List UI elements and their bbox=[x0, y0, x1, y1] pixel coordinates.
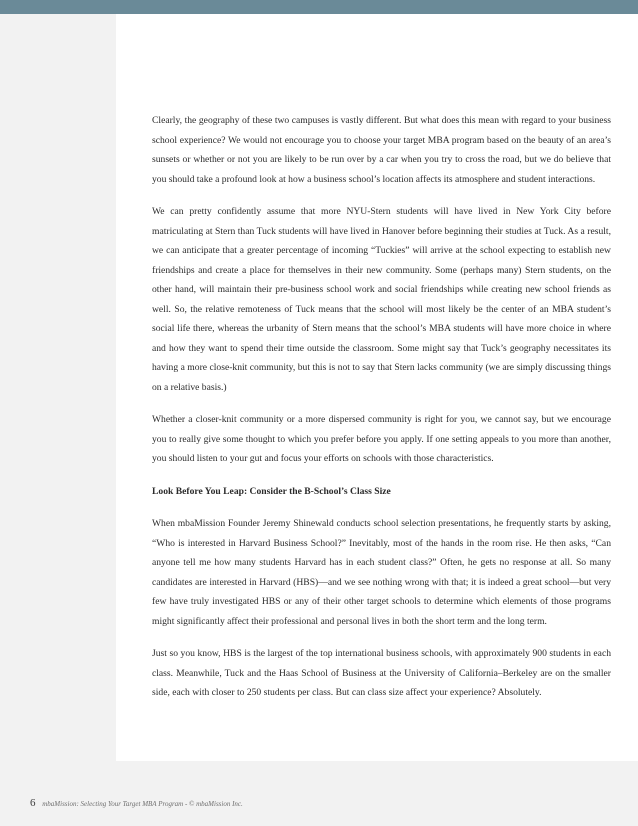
body-paragraph: We can pretty confidently assume that more NYU-Stern students will have lived in New York City before matriculating at Stern than Tuck students will have lived in Hanover before beginning their studies at Tuck. As a result, we can anticipate that a greater percentage of incoming “Tuckies” will arrive at the school expecting to establish new friendships and create a place for themselves in their new community. Some (perhaps many) Stern students, on the other hand, will maintain their pre-business school work and social friendships while creating new school friends as well. So, the relative remoteness of Tuck means that the school will most likely be the center of an MBA student’s social life there, whereas the urbanity of Stern means that the school’s MBA students will have more choice in where and how they want to spend their time outside the classroom. Some might say that Tuck’s geography necessitates its having a more close-knit community, but this is not to say that Stern lacks community (we are simply discussing things on a relative basis.) bbox=[152, 206, 611, 393]
body-paragraph: Clearly, the geography of these two campuses is vastly different. But what does this mean with regard to your business school experience? We would not encourage you to choose your target MBA program based on the beauty of an area’s sunsets or whether or not you are likely to be run over by a car when you try to cross the road, but we do believe that you should take a profound look at how a business school’s location affects its atmosphere and student interactions. bbox=[152, 115, 611, 185]
body-paragraph: Whether a closer-knit community or a more dispersed community is right for you, we cannot say, but we encourage you to really give some thought to which you prefer before you apply. If one setting appeals to you more than another, you should listen to your gut and focus your efforts on schools with those characteristics. bbox=[152, 414, 611, 464]
section-heading: Look Before You Leap: Consider the B-School’s Class Size bbox=[152, 485, 391, 497]
body-paragraph: Just so you know, HBS is the largest of the top international business schools, with approximately 900 students in each class. Meanwhile, Tuck and the Haas School of Business at the University of California–Berkeley are on the smaller side, each with closer to 250 students per class. But can class size affect your experience? Absolutely. bbox=[152, 648, 611, 698]
top-color-bar bbox=[0, 0, 638, 14]
footer-text: mbaMission: Selecting Your Target MBA Program - © mbaMission Inc. bbox=[42, 800, 243, 808]
body-paragraph: When mbaMission Founder Jeremy Shinewald conducts school selection presentations, he frequently starts by asking, “Who is interested in Harvard Business School?” Inevitably, most of the hands in the room rise. He then asks, “Can anyone tell me how many students Harvard has in each student class?” Often, he gets no response at all. So many candidates are interested in Harvard (HBS)—and we see nothing wrong with that; it is indeed a great school—but very few have truly investigated HBS or any of their other target schools to determine which elements of those programs might significantly affect their professional and personal lives in both the short term and the long term. bbox=[152, 518, 611, 627]
page-number: 6 bbox=[30, 797, 36, 809]
document-body bbox=[152, 111, 611, 716]
footer-band bbox=[0, 761, 638, 826]
page-footer bbox=[30, 797, 243, 809]
left-margin-band bbox=[0, 14, 116, 761]
